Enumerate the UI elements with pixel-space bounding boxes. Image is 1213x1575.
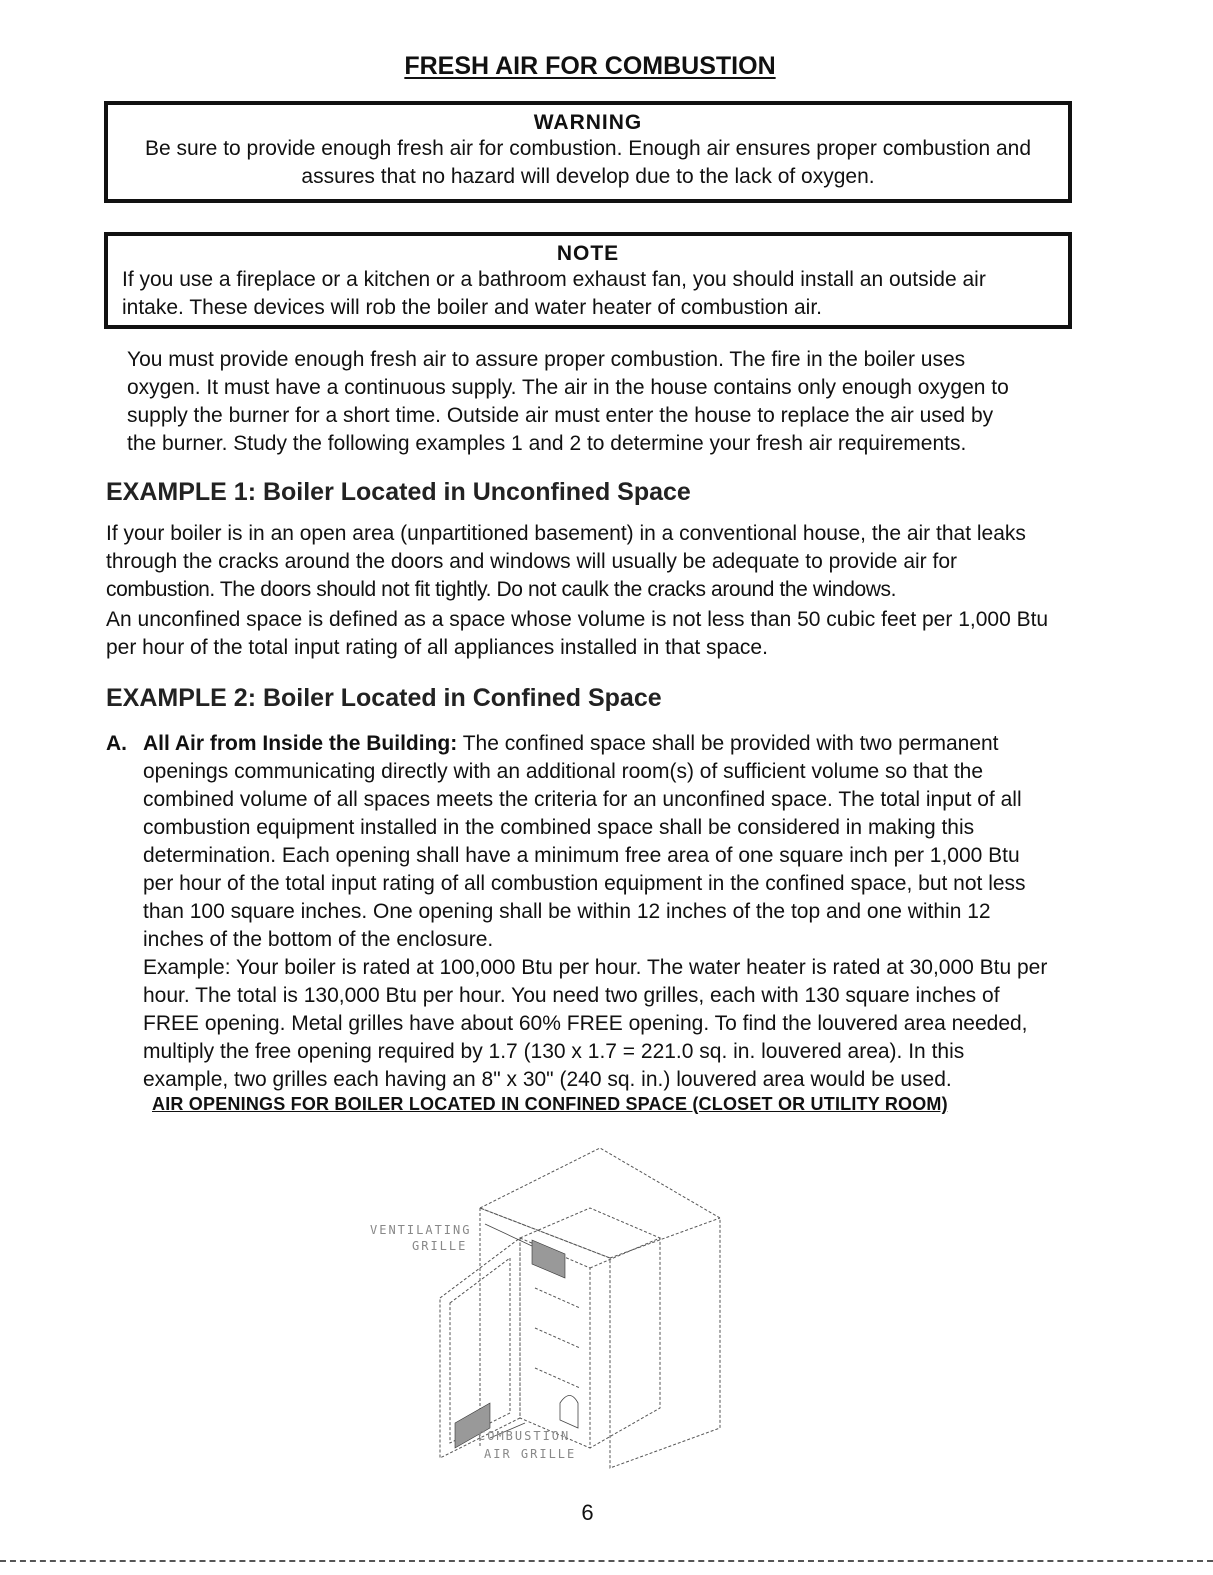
intro-line: oxygen. It must have a continuous supply. The air in the house contains only enough oxygen to [127,376,1009,399]
page-title: FRESH AIR FOR COMBUSTION [404,52,776,80]
note-line: If you use a fireplace or a kitchen or a bathroom exhaust fan, you should install an outside air [122,268,986,291]
intro-line: You must provide enough fresh air to assure proper combustion. The fire in the boiler uses [127,348,966,371]
text-line: determination. Each opening shall have a minimum free area of one square inch per 1,000 Btu [143,844,1020,867]
text-line: combined volume of all spaces meets the criteria for an unconfined space. The total input of all [143,788,1022,811]
text-line: per hour of the total input rating of all combustion equipment in the confined space, but not less [143,872,1026,895]
intro-line: the burner. Study the following examples 1 and 2 to determine your fresh air requirements. [127,432,967,455]
warning-box [104,101,1072,203]
text-line [143,730,1078,758]
example1-paragraph2 [106,606,1086,662]
item-a-first-line: The confined space shall be provided with two permanent [457,732,999,755]
text-line: openings communicating directly with an additional room(s) of sufficient volume so that the [143,760,984,783]
text-line: combustion. The doors should not fit tightly. Do not caulk the cracks around the windows. [106,578,897,601]
ventilating-grille-label: VENTILATING [370,1223,472,1237]
ventilating-grille-label: GRILLE [412,1239,468,1253]
note-line: intake. These devices will rob the boiler and water heater of combustion air. [122,296,822,319]
text-line: through the cracks around the doors and windows will usually be adequate to provide air for [106,550,958,573]
note-heading: NOTE [556,242,620,265]
text-line: than 100 square inches. One opening shall be within 12 inches of the top and one within 12 [143,900,991,923]
warning-line: assures that no hazard will develop due to the lack of oxygen. [301,165,875,188]
text-line: multiply the free opening required by 1.7 (130 x 1.7 = 221.0 sq. in. louvered area). In this [143,1040,965,1063]
item-a-paragraph [143,730,1078,1094]
text-line: An unconfined space is defined as a space whose volume is not less than 50 cubic feet per 1,000 Btu [106,608,1049,631]
intro-paragraph [127,346,1057,458]
text-line: FREE opening. Metal grilles have about 60% FREE opening. To find the louvered area needed, [143,1012,1028,1035]
warning-line: Be sure to provide enough fresh air for combustion. Enough air ensures proper combustion and [144,137,1032,160]
item-a-title: All Air from Inside the Building: [143,732,458,755]
figure-caption: AIR OPENINGS FOR BOILER LOCATED IN CONFINED SPACE (CLOSET OR UTILITY ROOM) [152,1094,948,1114]
example1-heading: EXAMPLE 1: Boiler Located in Unconfined Space [106,478,691,506]
combustion-air-grille-label: AIR GRILLE [484,1447,577,1461]
combustion-air-grille-label: COMBUSTION [478,1429,571,1443]
example2-heading: EXAMPLE 2: Boiler Located in Confined Space [106,684,662,712]
boiler-closet-diagram [360,1138,740,1478]
text-line: inches of the bottom of the enclosure. [143,928,494,951]
warning-text [108,135,1068,191]
bottom-divider [0,1560,1213,1562]
page-number: 6 [581,1500,594,1525]
example1-paragraph1 [106,520,1066,604]
text-line: If your boiler is in an open area (unpartitioned basement) in a conventional house, the air that leaks [106,522,1026,545]
intro-line: supply the burner for a short time. Outside air must enter the house to replace the air used by [127,404,994,427]
text-line: example, two grilles each having an 8" x 30" (240 sq. in.) louvered area would be used. [143,1068,952,1091]
text-line: per hour of the total input rating of all appliances installed in that space. [106,636,768,659]
note-box [104,232,1072,329]
text-line: combustion equipment installed in the combined space shall be considered in making this [143,816,975,839]
text-line: hour. The total is 130,000 Btu per hour. You need two grilles, each with 130 square inches of [143,984,1000,1007]
warning-heading: WARNING [533,111,643,134]
text-line: Example: Your boiler is rated at 100,000 Btu per hour. The water heater is rated at 30,000 Btu per [143,956,1048,979]
note-text [108,266,1068,322]
item-a-letter: A. [106,732,127,755]
